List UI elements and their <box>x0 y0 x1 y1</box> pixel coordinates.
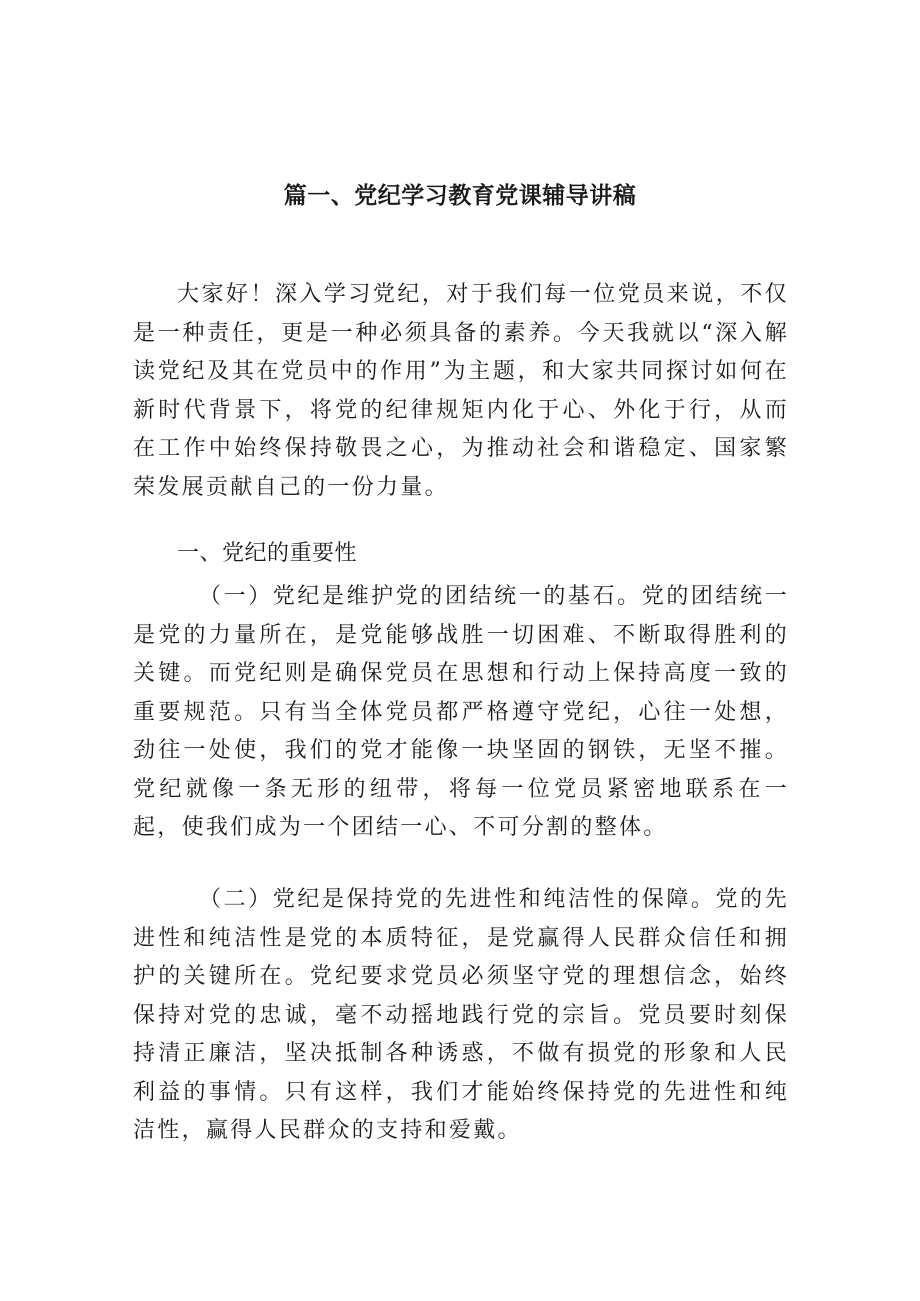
section-heading: 一、党纪的重要性 <box>177 541 358 566</box>
document-title: 篇一、党纪学习教育党课辅导讲稿 <box>283 183 637 209</box>
point-one-paragraph: （一）党纪是维护党的团结统一的基石。党的团结统一是党的力量所在，是党能够战胜一切困难、不断取得胜利的关键。而党纪则是确保党员在思想和行动上保持高度一致的重要规范。只有当全体党员都严格遵守党纪，心往一处想，劲往一处使，我们的党才能像一块坚固的钢铁，无坚不摧。党纪就像一条无形的纽带，将每一位党员紧密地联系在一起，使我们成为一个团结一心、不可分割的整体。 <box>133 584 789 840</box>
point-two-paragraph: （二）党纪是保持党的先进性和纯洁性的保障。党的先进性和纯洁性是党的本质特征，是党赢得人民群众信任和拥护的关键所在。党纪要求党员必须坚守党的理想信念，始终保持对党的忠诚，毫不动摇地践行党的宗旨。党员要时刻保持清正廉洁，坚决抵制各种诱惑，不做有损党的形象和人民利益的事情。只有这样，我们才能始终保持党的先进性和纯洁性，赢得人民群众的支持和爱戴。 <box>133 887 789 1143</box>
intro-paragraph: 大家好！深入学习党纪，对于我们每一位党员来说，不仅是一种责任，更是一种必须具备的素养。今天我就以“深入解读党纪及其在党员中的作用”为主题，和大家共同探讨如何在新时代背景下，将党的纪律规矩内化于心、外化于行，从而在工作中始终保持敬畏之心，为推动社会和谐稳定、国家繁荣发展贡献自己的一份力量。 <box>133 282 789 500</box>
